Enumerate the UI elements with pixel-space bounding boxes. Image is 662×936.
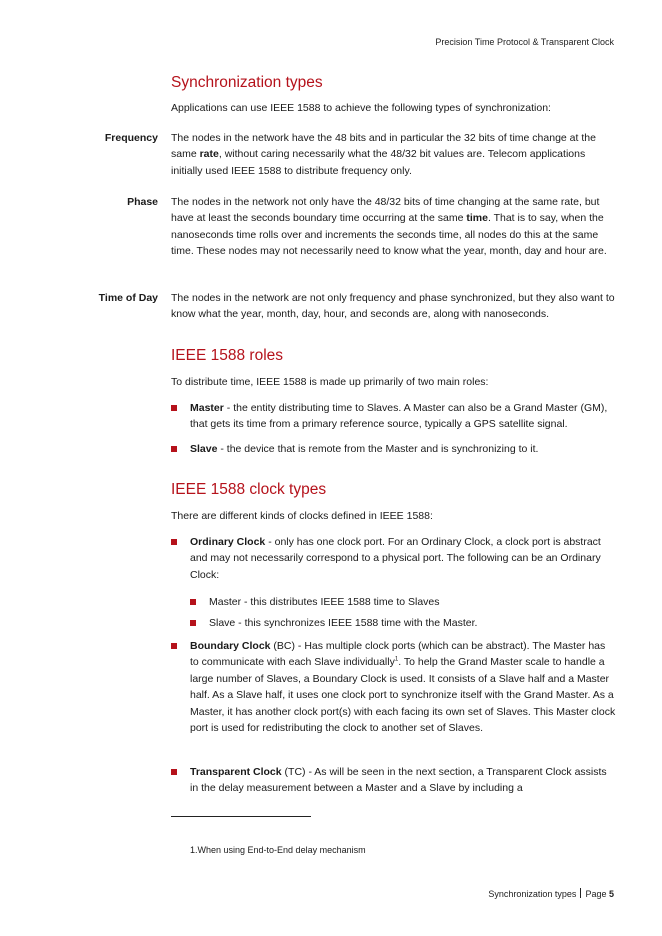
list-item-sub-slave: Slave - this synchronizes IEEE 1588 time with the Master. [171,615,616,631]
clocks-intro: There are different kinds of clocks defined in IEEE 1588: [171,510,433,522]
desc-time-of-day: The nodes in the network are not only frequency and phase synchronized, but they also want to know what the year, month, day, hour, and seconds are, along with nanoseconds. [171,292,615,321]
sync-intro: Applications can use IEEE 1588 to achieve the following types of synchronization: [171,102,551,114]
footer-page-number: 5 [608,889,614,899]
footnote-ref: 1 [394,656,399,663]
page-footer [488,888,614,899]
running-header: Precision Time Protocol & Transparent Clock [435,37,614,47]
bullet-square-icon [190,620,196,626]
clock-transparent-list [171,764,616,797]
clock-ordinary-list [171,534,616,583]
bullet-square-icon [171,446,177,452]
list-item-boundary-clock: Boundary Clock (BC) - Has multiple clock ports (which can be abstract). The Master has to communicate with each Slave individually$^1$. To help the Grand Master scale to handle a large number of Slaves, a Boundary Clock is used. It consists of a Slave half and a Master half. As a Slave half, it uses one clock port to synchronize itself with the Grand Master. As a Master, it has another clock port(s) with each facing its own set of Slaves. This Master clock port is used for redistributing the clock to another set of Slaves. [171,638,616,736]
term-time-of-day: Time of Day [98,292,158,304]
ordinary-sub-list-2 [171,615,616,631]
list-item-slave: Slave - the device that is remote from the Master and is synchronizing to it. [171,441,616,457]
list-item-master: Master - the entity distributing time to Slaves. A Master can also be a Grand Master (GM), that gets its time from a primary reference source, typically a GPS satellite signal. [171,400,616,433]
roles-list [171,400,616,433]
list-item-transparent-clock: Transparent Clock (TC) - As will be seen in the next section, a Transparent Clock assists in the delay measurement between a Master and a Slave by including a [171,764,616,797]
bullet-square-icon [171,643,177,649]
clock-boundary-list [171,638,616,736]
footnote-divider [171,816,311,817]
roles-intro: To distribute time, IEEE 1588 is made up primarily of two main roles: [171,376,489,388]
heading-ieee-1588-roles: IEEE 1588 roles [171,347,284,364]
list-item-ordinary-clock: Ordinary Clock - only has one clock port. For an Ordinary Clock, a clock port is abstract and may not necessarily correspond to a physical port. The following can be an Ordinary Clock: [171,534,616,583]
term-frequency: Frequency [104,132,158,144]
bullet-square-icon [171,405,177,411]
term-phase: Phase [127,196,158,208]
bullet-square-icon [171,539,177,545]
bullet-square-icon [171,769,177,775]
ordinary-sub-list [171,594,616,610]
list-item-sub-master: Master - this distributes IEEE 1588 time to Slaves [171,594,616,610]
heading-ieee-1588-clock-types: IEEE 1588 clock types [171,481,327,498]
footnote-text: 1.When using End-to-End delay mechanism [190,845,366,855]
footer-separator [580,888,581,898]
desc-phase: The nodes in the network not only have the 48/32 bits of time changing at the same rate, but have at least the seconds boundary time occurring at the same time. That is to say, when the nanoseconds time rolls over and increments the seconds time, all nodes do this at the same time. These nodes may not necessarily need to know what the year, month, day and hour are. [171,196,607,258]
roles-list-2 [171,441,616,457]
footer-page-label: Page [585,889,607,899]
heading-synchronization-types: Synchronization types [171,74,323,91]
bullet-square-icon [190,599,196,605]
desc-frequency: The nodes in the network have the 48 bits and in particular the 32 bits of time change at the same rate, without caring necessarily what the 48/32 bit values are. Telecom applications initially used IEEE 1588 to distribute frequency only. [171,132,596,177]
footer-section: Synchronization types [488,889,577,899]
